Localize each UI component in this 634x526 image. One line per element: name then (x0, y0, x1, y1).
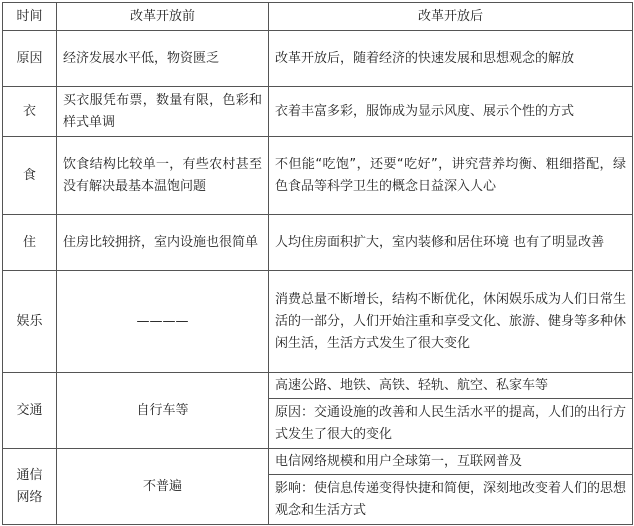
after-telecom-impact: 影响：使信息传递变得快捷和简便，深刻地改变着人们的思想观念和生活方式 (269, 475, 633, 525)
after-reason: 改革开放后，随着经济的快速发展和思想观念的解放 (269, 31, 633, 87)
header-time: 时间 (3, 3, 57, 31)
before-clothing: 买衣服凭布票，数量有限，色彩和样式单调 (57, 87, 269, 137)
before-reason: 经济发展水平低，物资匮乏 (57, 31, 269, 87)
after-telecom-scale: 电信网络规模和用户全球第一，互联网普及 (269, 449, 633, 475)
table-row (3, 87, 633, 137)
before-housing: 住房比较拥挤，室内设施也很简单 (57, 215, 269, 271)
row-label-food: 食 (3, 137, 57, 215)
after-transport-modes: 高速公路、地铁、高铁、轻轨、航空、私家车等 (269, 373, 633, 399)
before-food: 饮食结构比较单一，有些农村甚至没有解决最基本温饱问题 (57, 137, 269, 215)
after-food: 不但能“吃饱”，还要“吃好”，讲究营养均衡、粗细搭配，绿色食品等科学卫生的概念日益深入人心 (269, 137, 633, 215)
header-after: 改革开放后 (269, 3, 633, 31)
header-row (3, 3, 633, 31)
row-label-transport: 交通 (3, 373, 57, 449)
before-telecom: 不普遍 (57, 449, 269, 525)
header-before: 改革开放前 (57, 3, 269, 31)
before-transport: 自行车等 (57, 373, 269, 449)
row-label-entertainment: 娱乐 (3, 271, 57, 373)
after-clothing: 衣着丰富多彩，服饰成为显示风度、展示个性的方式 (269, 87, 633, 137)
after-transport-reason: 原因：交通设施的改善和人民生活水平的提高，人们的出行方式发生了很大的变化 (269, 399, 633, 449)
after-entertainment: 消费总量不断增长，结构不断优化，休闲娱乐成为人们日常生活的一部分，人们开始注重和享受文化、旅游、健身等多种休闲生活，生活方式发生了很大变化 (269, 271, 633, 373)
row-label-reason: 原因 (3, 31, 57, 87)
table-row (3, 31, 633, 87)
table-row (3, 373, 633, 399)
table-row (3, 215, 633, 271)
row-label-clothing: 衣 (3, 87, 57, 137)
table-row (3, 271, 633, 373)
after-housing: 人均住房面积扩大，室内装修和居住环境 也有了明显改善 (269, 215, 633, 271)
table-row (3, 449, 633, 475)
row-label-telecom: 通信 网络 (3, 449, 57, 525)
comparison-table (2, 2, 633, 525)
before-entertainment: ———— (57, 271, 269, 373)
table-row (3, 137, 633, 215)
row-label-housing: 住 (3, 215, 57, 271)
